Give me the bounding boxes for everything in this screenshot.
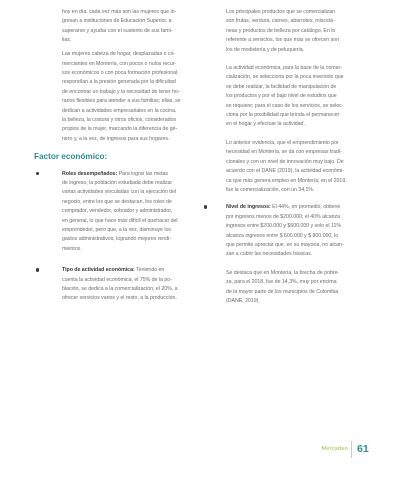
text-line: za, para el 2018, fue de 14,3%, muy por encima bbox=[226, 279, 337, 286]
bullet-dot-icon bbox=[204, 205, 207, 208]
page-number: 61 bbox=[357, 443, 369, 455]
text-line: varias actividades vinculadas con la ejecución del bbox=[62, 189, 177, 196]
left-column bbox=[34, 8, 198, 310]
bullet-item bbox=[62, 266, 198, 304]
text-line: se requiere; para el caso de los servicios, se selec- bbox=[226, 102, 344, 109]
bullet-item bbox=[62, 170, 198, 255]
paragraph-poverty bbox=[226, 269, 358, 307]
text-line: (DANE, 2019). bbox=[226, 297, 260, 304]
text-line: comprador, vendedor, cobrador y administrador, bbox=[62, 208, 173, 215]
text-line: hoy en día, cada vez más son las mujeres que in- bbox=[62, 9, 177, 15]
bullet-text: Teniendo en bbox=[134, 267, 165, 274]
footer-divider bbox=[351, 441, 352, 458]
text-line: Las mujeres cabeza de hogar, desplazadas o co- bbox=[62, 51, 176, 58]
text-line: zan a cubrir las necesidades básicas. bbox=[226, 251, 313, 258]
text-line: cionales y con un nivel de innovación muy bajo. De bbox=[226, 158, 344, 165]
text-line: la belleza, la costura y otros oficios, considerados bbox=[62, 116, 176, 123]
text-line: de ingreso, la población estudiada debe realizar bbox=[62, 180, 173, 186]
text-line bbox=[62, 170, 198, 179]
bullet-term: Tipo de actividad económica: bbox=[62, 267, 135, 274]
text-line: lias. bbox=[62, 37, 72, 44]
text-line: ofrecer servicios varios y el resto, a la producción. bbox=[62, 295, 177, 302]
text-line: negocio, entre los que se destacan, los roles de bbox=[62, 198, 172, 205]
text-line: de la mayor parte de los municipios de Colombia bbox=[226, 288, 339, 295]
paragraph-products bbox=[226, 8, 358, 55]
text-line: dedican a actividades empresariales en la cocina, bbox=[62, 107, 177, 114]
paragraph-evidence bbox=[226, 139, 358, 195]
text-line: nero y, a la vez, de ingresos para sus hogares. bbox=[62, 135, 170, 142]
text-line: Lo anterior evidencia, que el emprendimiento por bbox=[226, 139, 339, 146]
text-line: propios de la mujer, marcando la diferencia de gé- bbox=[62, 126, 178, 133]
footer-section-label: Mercadeo bbox=[321, 446, 348, 452]
right-column bbox=[226, 8, 358, 311]
bullet-text: Para lograr las metas bbox=[117, 170, 168, 177]
bullet-term: Nivel de ingresos: bbox=[226, 204, 271, 211]
text-line: blación, se dedica a la comercialización, el 20%, a bbox=[62, 286, 178, 293]
text-line: gresan a instituciones de Educación Superior, a bbox=[62, 18, 172, 25]
text-line: Los principales productos que se comercializan bbox=[226, 9, 335, 15]
text-line: neas y productos de belleza por catálogo. En lo bbox=[226, 27, 336, 34]
text-line: emprendedor, pero que, a la vez, disminuye los bbox=[62, 227, 171, 234]
text-line: acuerdo con el DANE (2019), la actividad económi- bbox=[226, 168, 344, 175]
text-line: mientos. bbox=[62, 245, 82, 252]
text-line: sos económicos o con poca formación profesional, bbox=[62, 69, 179, 76]
text-line: ciona por la posibilidad que brinda el permanecer bbox=[226, 112, 340, 119]
text-line: necesidad en Montería, se da con empresas tradi- bbox=[226, 149, 342, 156]
text-line: merciantes en Montería, con pocos o nulos recur- bbox=[62, 60, 177, 67]
text-line: gastos administrativos, logrando mejores rendi- bbox=[62, 236, 171, 243]
bullet-list bbox=[62, 170, 198, 304]
text-line bbox=[226, 203, 358, 212]
text-line: ingresos entre $200.000 y $600.000 y solo el 11% bbox=[226, 223, 341, 230]
text-line: cuenta la actividad económica, el 75% de la po- bbox=[62, 276, 172, 283]
text-line: La actividad económica, para la base de la comer- bbox=[226, 65, 342, 72]
text-line: Se destaca que en Montería, la brecha de pobre- bbox=[226, 269, 340, 276]
text-line: los de modistería y de peluquería. bbox=[226, 46, 305, 53]
text-line: ca que más genera empleo en Montería, en el 2019, bbox=[226, 177, 347, 184]
text-line: superarse y ayudar con el sustento de sus fami- bbox=[62, 27, 173, 34]
bullet-dot-icon bbox=[36, 172, 39, 175]
text-line: referente a servicios, los que más se ofrecen son bbox=[226, 37, 339, 44]
bullet-income bbox=[226, 203, 358, 259]
text-line: en general, lo que hace más difícil el quehacer del bbox=[62, 217, 178, 224]
text-line: se debe realizar, la facilidad de manipulación de bbox=[226, 83, 337, 90]
bullet-dot-icon bbox=[36, 268, 39, 271]
text-line: son frutas, verdura, carnes, abarrotes, miscelá- bbox=[226, 18, 335, 25]
text-line: por ingresos menos de $200.000; el 40% alcanza bbox=[226, 213, 341, 220]
paragraph-commercialization bbox=[226, 64, 358, 130]
bullet-term: Roles desempeñados: bbox=[62, 170, 118, 177]
text-line: en el hogar y efectuar la actividad. bbox=[226, 121, 305, 128]
text-line: cialización, se selecciona por la poca inversión que bbox=[226, 74, 344, 81]
text-line: que permite apreciar que, en su mayoría, no alcan- bbox=[226, 241, 344, 248]
text-line: rarios flexibles para atender a sus familias; ellas, se bbox=[62, 98, 181, 105]
text-line: alcanza ingresos entre $ 600.000 y $ 800.000, lo bbox=[226, 232, 339, 239]
intro-paragraph bbox=[62, 8, 198, 46]
second-paragraph bbox=[62, 50, 198, 144]
section-heading: Factor económico: bbox=[34, 152, 108, 162]
text-line: de encontrar un trabajo y la necesidad de tener ho- bbox=[62, 88, 180, 95]
bullet-text: El 44%, en promedio, obtiene bbox=[270, 204, 341, 211]
text-line: los productos y por el bajo nivel de estudios que bbox=[226, 93, 337, 100]
text-line: respondían a la presión generada por la dificultad bbox=[62, 79, 176, 86]
text-line bbox=[62, 266, 198, 275]
text-line: fue la comercialización, con un 34,1%. bbox=[226, 186, 315, 193]
